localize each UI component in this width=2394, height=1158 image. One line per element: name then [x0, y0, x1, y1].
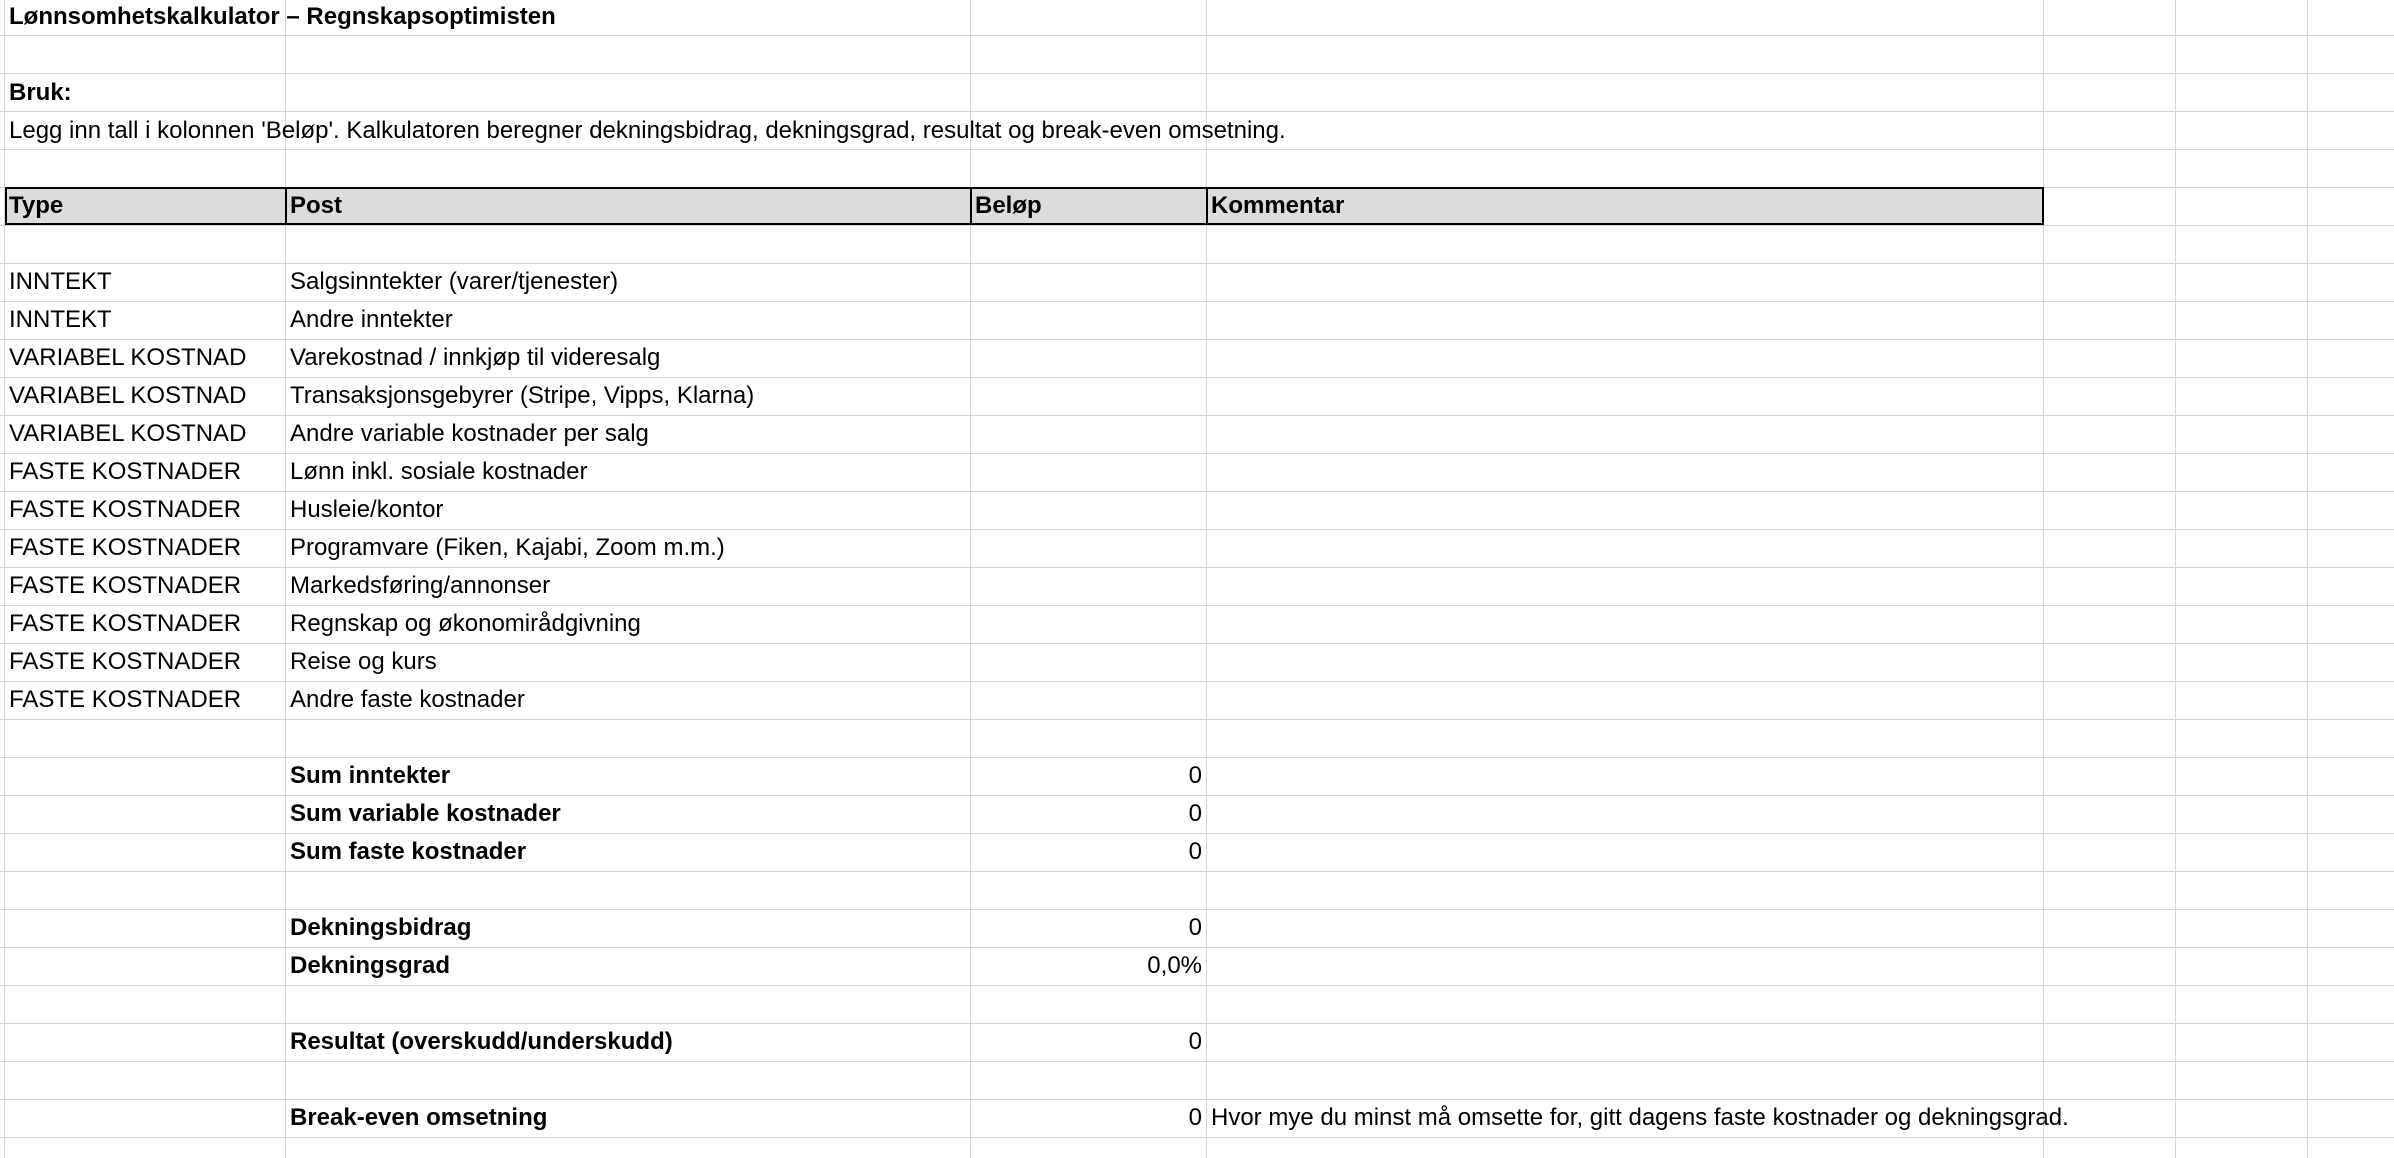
- break-even-comment[interactable]: Hvor mye du minst må omsette for, gitt dagens faste kostnader og dekningsgrad.: [1211, 1104, 2069, 1131]
- break-even-value[interactable]: 0: [1188, 1104, 1202, 1131]
- row-post[interactable]: Varekostnad / innkjøp til videresalg: [290, 344, 661, 371]
- row-gridline: [0, 871, 2394, 872]
- resultat-value[interactable]: 0: [1188, 1028, 1202, 1055]
- row-type[interactable]: VARIABEL KOSTNAD: [9, 382, 247, 409]
- usage-text[interactable]: Legg inn tall i kolonnen 'Beløp'. Kalkulatoren beregner dekningsbidrag, dekningsgrad, resultat og break-even omsetning.: [9, 117, 1286, 144]
- dekningsbidrag-label[interactable]: Dekningsbidrag: [290, 914, 472, 941]
- row-gridline: [0, 719, 2394, 720]
- usage-heading[interactable]: Bruk:: [9, 79, 72, 106]
- row-type[interactable]: FASTE KOSTNADER: [9, 648, 242, 675]
- row-post[interactable]: Markedsføring/annonser: [290, 572, 551, 599]
- row-post[interactable]: Programvare (Fiken, Kajabi, Zoom m.m.): [290, 534, 725, 561]
- header-post[interactable]: Post: [290, 192, 343, 219]
- sum-variable-label[interactable]: Sum variable kostnader: [290, 800, 561, 827]
- header-belop[interactable]: Beløp: [975, 192, 1042, 219]
- row-post[interactable]: Reise og kurs: [290, 648, 437, 675]
- sum-faste-label[interactable]: Sum faste kostnader: [290, 838, 527, 865]
- sum-inntekter-value[interactable]: 0: [1188, 762, 1202, 789]
- row-gridline: [0, 1137, 2394, 1138]
- sheet-title[interactable]: Lønnsomhetskalkulator – Regnskapsoptimisten: [9, 3, 556, 30]
- row-type[interactable]: FASTE KOSTNADER: [9, 572, 242, 599]
- row-post[interactable]: Lønn inkl. sosiale kostnader: [290, 458, 588, 485]
- row-post[interactable]: Andre variable kostnader per salg: [290, 420, 649, 447]
- row-post[interactable]: Andre faste kostnader: [290, 686, 525, 713]
- row-gridline: [0, 985, 2394, 986]
- row-post[interactable]: Regnskap og økonomirådgivning: [290, 610, 641, 637]
- row-type[interactable]: FASTE KOSTNADER: [9, 534, 242, 561]
- dekningsgrad-value[interactable]: 0,0%: [1147, 952, 1202, 979]
- row-type[interactable]: FASTE KOSTNADER: [9, 610, 242, 637]
- dekningsbidrag-value[interactable]: 0: [1188, 914, 1202, 941]
- row-post[interactable]: Andre inntekter: [290, 306, 453, 333]
- row-type[interactable]: VARIABEL KOSTNAD: [9, 344, 247, 371]
- row-type[interactable]: FASTE KOSTNADER: [9, 686, 242, 713]
- sum-faste-value[interactable]: 0: [1188, 838, 1202, 865]
- break-even-label[interactable]: Break-even omsetning: [290, 1104, 548, 1131]
- row-type[interactable]: INNTEKT: [9, 306, 112, 333]
- header-kommentar[interactable]: Kommentar: [1211, 192, 1345, 219]
- row-post[interactable]: Husleie/kontor: [290, 496, 444, 523]
- sum-inntekter-label[interactable]: Sum inntekter: [290, 762, 451, 789]
- row-post[interactable]: Transaksjonsgebyrer (Stripe, Vipps, Klarna): [290, 382, 755, 409]
- resultat-label[interactable]: Resultat (overskudd/underskudd): [290, 1028, 673, 1055]
- row-type[interactable]: INNTEKT: [9, 268, 112, 295]
- row-type[interactable]: FASTE KOSTNADER: [9, 496, 242, 523]
- row-type[interactable]: FASTE KOSTNADER: [9, 458, 242, 485]
- row-gridline: [0, 225, 2394, 226]
- sum-variable-value[interactable]: 0: [1188, 800, 1202, 827]
- row-gridline: [0, 1061, 2394, 1062]
- row-post[interactable]: Salgsinntekter (varer/tjenester): [290, 268, 619, 295]
- header-type[interactable]: Type: [9, 192, 64, 219]
- row-type[interactable]: VARIABEL KOSTNAD: [9, 420, 247, 447]
- row-gridline: [0, 73, 2394, 74]
- dekningsgrad-label[interactable]: Dekningsgrad: [290, 952, 451, 979]
